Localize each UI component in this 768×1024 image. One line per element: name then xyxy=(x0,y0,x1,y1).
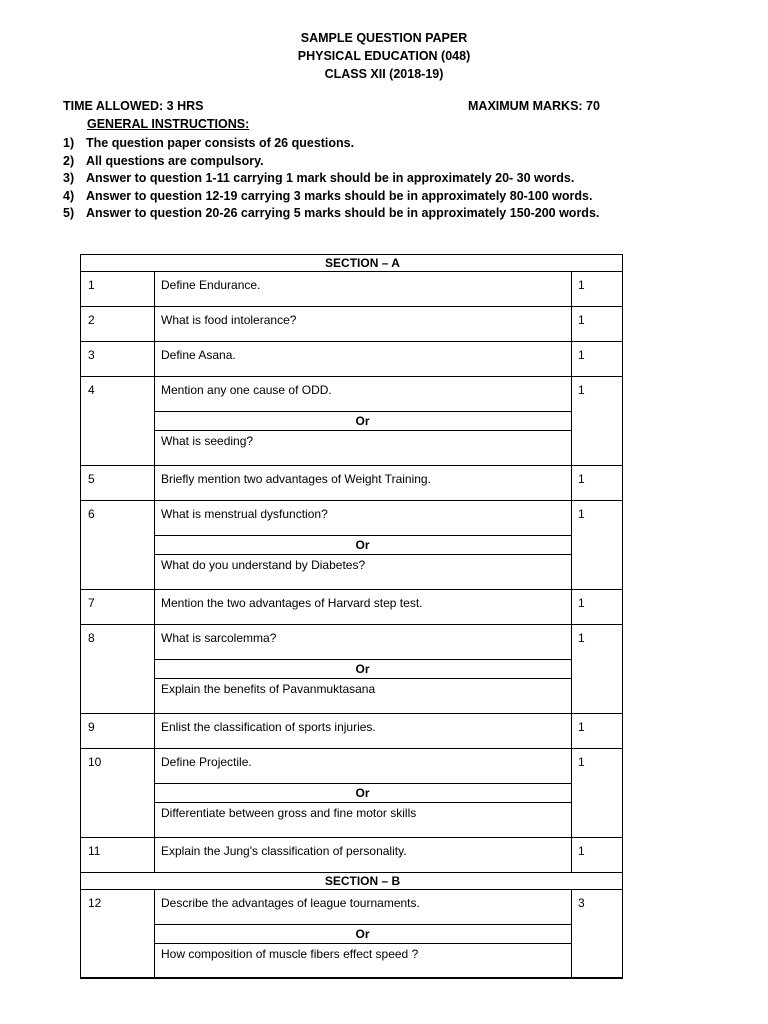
question-number: 1 xyxy=(88,278,95,292)
or-divider-top xyxy=(154,411,571,412)
instruction-number: 5) xyxy=(63,206,75,221)
question-number: 8 xyxy=(88,631,95,645)
column-divider-marks xyxy=(571,271,572,872)
instructions-list xyxy=(63,135,599,223)
question-number: 9 xyxy=(88,720,95,734)
question-alternative: How composition of muscle fibers effect speed ? xyxy=(161,947,419,961)
row-divider xyxy=(80,465,623,466)
instruction-text: Answer to question 12-19 carrying 3 marks should be in approximately 80-100 words. xyxy=(86,188,593,203)
question-alternative: Explain the benefits of Pavanmuktasana xyxy=(161,682,376,696)
or-divider-bottom xyxy=(154,554,571,555)
question-text: What is food intolerance? xyxy=(161,313,297,327)
or-label: Or xyxy=(355,662,370,676)
time-allowed: TIME ALLOWED: 3 HRS xyxy=(63,99,204,113)
instruction-number: 3) xyxy=(63,171,75,186)
question-text: Define Asana. xyxy=(161,348,236,362)
section-divider xyxy=(80,271,623,272)
table-border-bottom xyxy=(80,977,623,978)
question-alternative: What do you understand by Diabetes? xyxy=(161,558,366,572)
or-divider-top xyxy=(154,659,571,660)
or-label: Or xyxy=(355,786,370,800)
section-divider xyxy=(80,889,623,890)
question-marks: 1 xyxy=(578,507,585,521)
column-divider-marks xyxy=(571,889,572,978)
or-divider-bottom xyxy=(154,430,571,431)
or-divider-top xyxy=(154,783,571,784)
row-divider xyxy=(80,837,623,838)
question-number: 2 xyxy=(88,313,95,327)
question-alternative: Differentiate between gross and fine motor skills xyxy=(161,806,417,820)
row-divider xyxy=(80,500,623,501)
or-divider-top xyxy=(154,535,571,536)
question-number: 3 xyxy=(88,348,95,362)
section-title: SECTION – A xyxy=(325,256,400,270)
question-number: 7 xyxy=(88,596,95,610)
instruction-item xyxy=(63,205,599,223)
paper-title: SAMPLE QUESTION PAPER xyxy=(300,31,468,45)
question-text: Enlist the classification of sports injuries. xyxy=(161,720,376,734)
question-marks: 1 xyxy=(578,596,585,610)
question-table xyxy=(80,254,623,1000)
question-text: Mention any one cause of ODD. xyxy=(161,383,332,397)
row-divider xyxy=(80,306,623,307)
row-divider xyxy=(80,376,623,377)
question-text: Define Projectile. xyxy=(161,755,252,769)
question-number: 11 xyxy=(88,844,101,858)
row-divider xyxy=(80,341,623,342)
question-text: Explain the Jung's classification of personality. xyxy=(161,844,407,858)
question-marks: 1 xyxy=(578,844,585,858)
question-number: 6 xyxy=(88,507,95,521)
question-marks: 1 xyxy=(578,720,585,734)
or-divider-bottom xyxy=(154,678,571,679)
question-number: 4 xyxy=(88,383,95,397)
or-label: Or xyxy=(355,414,370,428)
instruction-text: The question paper consists of 26 questions. xyxy=(86,136,355,150)
question-marks: 1 xyxy=(578,472,585,486)
question-marks: 1 xyxy=(578,383,585,397)
question-alternative: What is seeding? xyxy=(161,434,254,448)
instruction-item xyxy=(63,188,599,206)
maximum-marks: MAXIMUM MARKS: 70 xyxy=(468,99,600,113)
row-divider xyxy=(80,624,623,625)
table-border-top xyxy=(80,254,623,255)
or-divider-bottom xyxy=(154,943,571,944)
row-divider xyxy=(80,713,623,714)
question-marks: 3 xyxy=(578,896,585,910)
question-marks: 1 xyxy=(578,631,585,645)
column-divider-number xyxy=(154,271,155,872)
question-marks: 1 xyxy=(578,313,585,327)
instruction-text: Answer to question 1-11 carrying 1 mark should be in approximately 20- 30 words. xyxy=(86,171,575,186)
question-number: 10 xyxy=(88,755,102,769)
question-number: 12 xyxy=(88,896,102,910)
instruction-item xyxy=(63,153,599,171)
question-marks: 1 xyxy=(578,278,585,292)
paper-header xyxy=(0,29,768,83)
row-divider xyxy=(80,872,623,873)
or-divider-top xyxy=(154,924,571,925)
table-border-right xyxy=(622,254,623,978)
table-border-left xyxy=(80,254,81,978)
class-title: CLASS XII (2018-19) xyxy=(324,67,444,81)
question-text: What is sarcolemma? xyxy=(161,631,277,645)
question-text: What is menstrual dysfunction? xyxy=(161,507,328,521)
question-text: Mention the two advantages of Harvard step test. xyxy=(161,596,423,610)
instruction-item xyxy=(63,170,599,188)
instruction-text: Answer to question 20-26 carrying 5 marks should be in approximately 150-200 words. xyxy=(86,206,600,221)
instruction-number: 1) xyxy=(63,136,75,150)
question-marks: 1 xyxy=(578,348,585,362)
or-label: Or xyxy=(355,538,370,552)
question-marks: 1 xyxy=(578,755,585,769)
or-divider-bottom xyxy=(154,802,571,803)
instruction-text: All questions are compulsory. xyxy=(86,153,264,168)
column-divider-number xyxy=(154,889,155,978)
row-divider xyxy=(80,978,623,979)
or-label: Or xyxy=(355,927,370,941)
instruction-number: 2) xyxy=(63,153,75,168)
row-divider xyxy=(80,748,623,749)
question-text: Describe the advantages of league tournaments. xyxy=(161,896,420,910)
question-text: Define Endurance. xyxy=(161,278,261,292)
question-number: 5 xyxy=(88,472,95,486)
subject-title: PHYSICAL EDUCATION (048) xyxy=(297,49,471,63)
instructions-title: GENERAL INSTRUCTIONS: xyxy=(87,117,250,131)
row-divider xyxy=(80,589,623,590)
instruction-number: 4) xyxy=(63,188,75,203)
section-title: SECTION – B xyxy=(324,874,401,888)
question-text: Briefly mention two advantages of Weight Training. xyxy=(161,472,431,486)
instruction-item xyxy=(63,135,599,153)
